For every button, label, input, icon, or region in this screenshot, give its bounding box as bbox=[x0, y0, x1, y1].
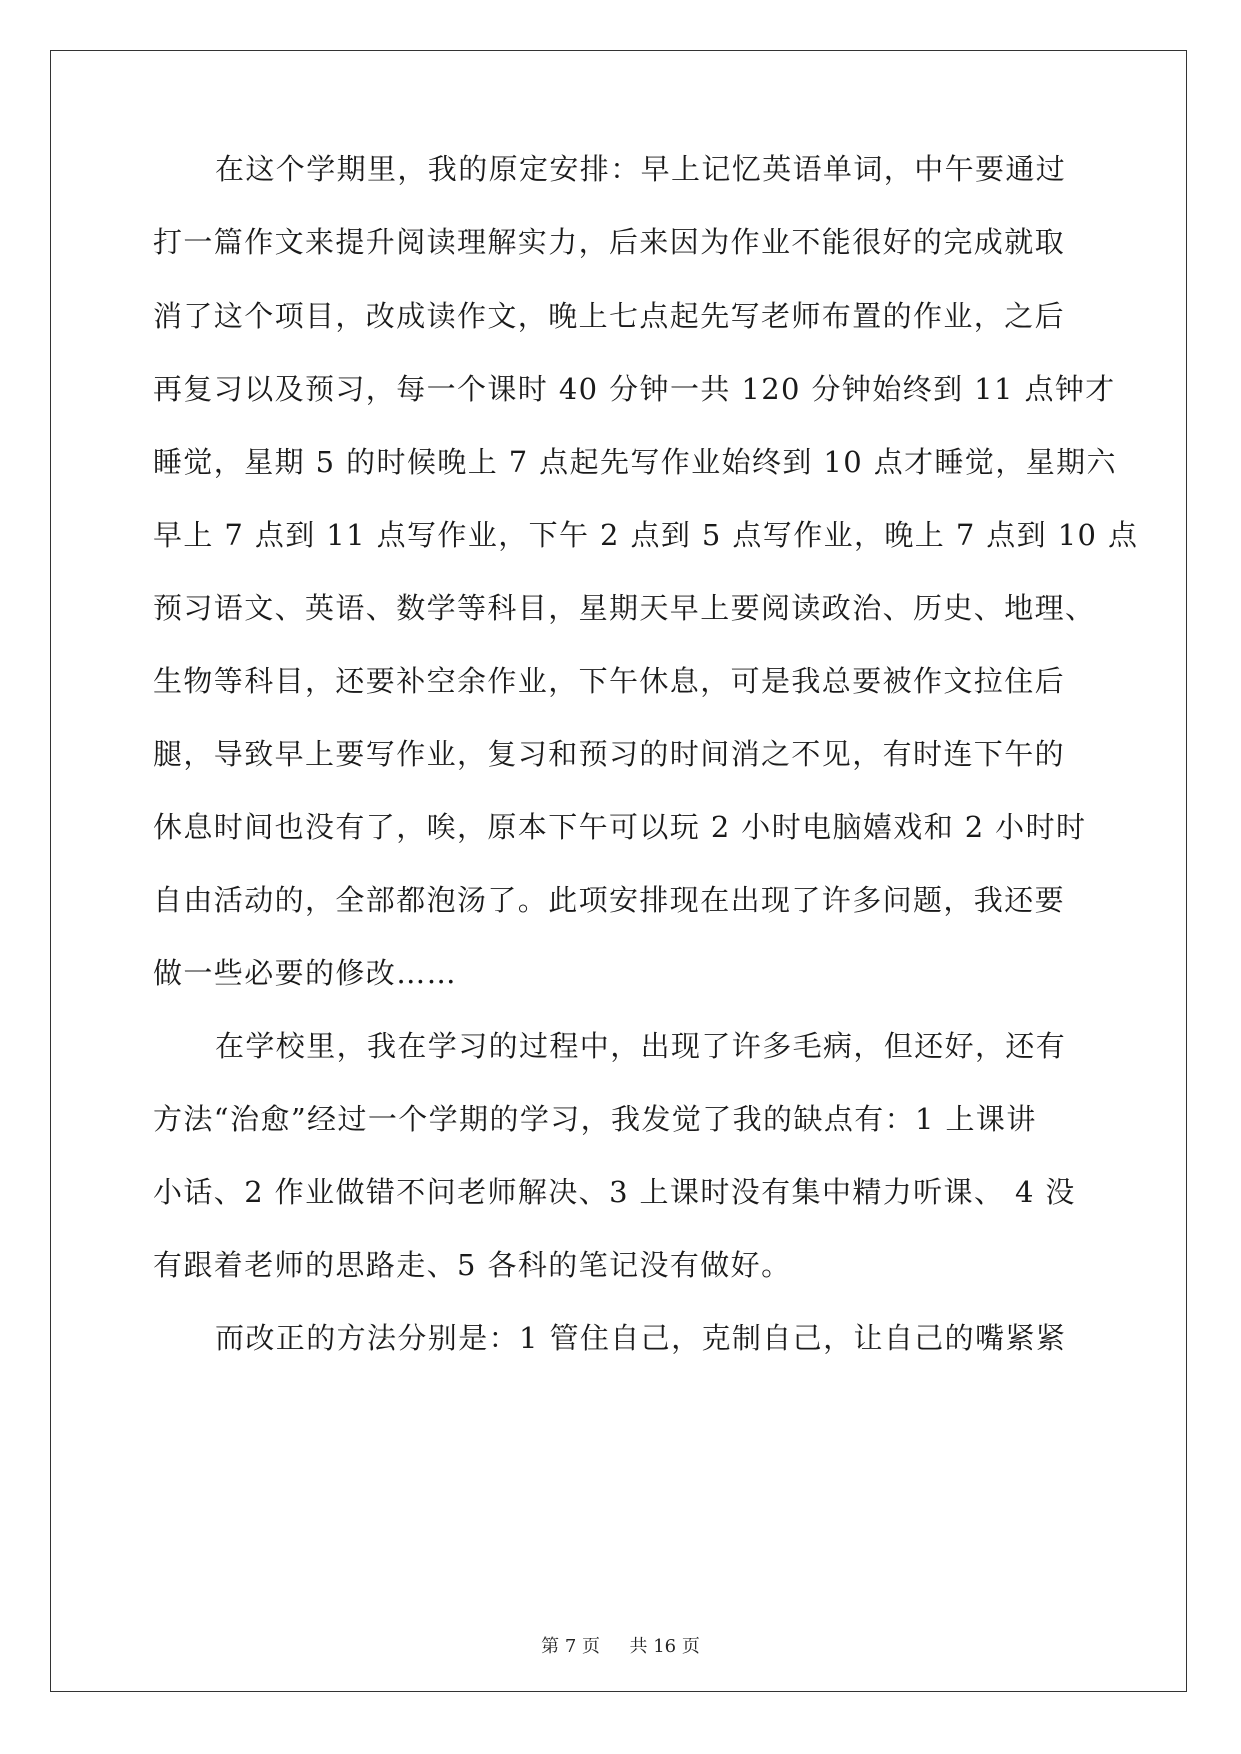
paragraph-line: 生物等科目，还要补空余作业，下午休息，可是我总要被作文拉住后 bbox=[153, 664, 1066, 698]
paragraph-line: 自由活动的，全部都泡汤了。此项安排现在出现了许多问题，我还要 bbox=[153, 883, 1066, 917]
paragraph-line: 消了这个项目，改成读作文，晚上七点起先写老师布置的作业，之后 bbox=[153, 299, 1066, 333]
paragraph-line: 打一篇作文来提升阅读理解实力，后来因为作业不能很好的完成就取 bbox=[153, 225, 1066, 259]
page-number-total: 共 16 页 bbox=[629, 1636, 700, 1657]
paragraph-line: 方法“治愈”经过一个学期的学习，我发觉了我的缺点有：1 上课讲 bbox=[153, 1102, 1037, 1136]
paragraph-line: 有跟着老师的思路走、5 各科的笔记没有做好。 bbox=[153, 1248, 792, 1282]
paragraph-line: 做一些必要的修改…… bbox=[153, 956, 458, 990]
page-number-current: 第 7 页 bbox=[541, 1636, 601, 1657]
page-footer bbox=[0, 1635, 1241, 1659]
paragraph-line: 休息时间也没有了，唉，原本下午可以玩 2 小时电脑嬉戏和 2 小时时 bbox=[153, 810, 1087, 844]
paragraph-line: 小话、2 作业做错不问老师解决、3 上课时没有集中精力听课、 4 没 bbox=[153, 1175, 1076, 1209]
paragraph-line: 在这个学期里，我的原定安排：早上记忆英语单词，中午要通过 bbox=[215, 152, 1067, 186]
paragraph-line: 在学校里，我在学习的过程中，出现了许多毛病，但还好，还有 bbox=[215, 1029, 1067, 1063]
paragraph-line: 早上 7 点到 11 点写作业，下午 2 点到 5 点写作业，晚上 7 点到 10 点 bbox=[153, 518, 1139, 552]
paragraph-line: 睡觉，星期 5 的时候晚上 7 点起先写作业始终到 10 点才睡觉，星期六 bbox=[153, 445, 1117, 479]
paragraph-line: 而改正的方法分别是：1 管住自己，克制自己，让自己的嘴紧紧 bbox=[215, 1321, 1067, 1355]
paragraph-line: 腿，导致早上要写作业，复习和预习的时间消之不见，有时连下午的 bbox=[153, 737, 1066, 771]
paragraph-line: 再复习以及预习，每一个课时 40 分钟一共 120 分钟始终到 11 点钟才 bbox=[153, 372, 1116, 406]
paragraph-line: 预习语文、英语、数学等科目，星期天早上要阅读政治、历史、地理、 bbox=[153, 591, 1096, 625]
